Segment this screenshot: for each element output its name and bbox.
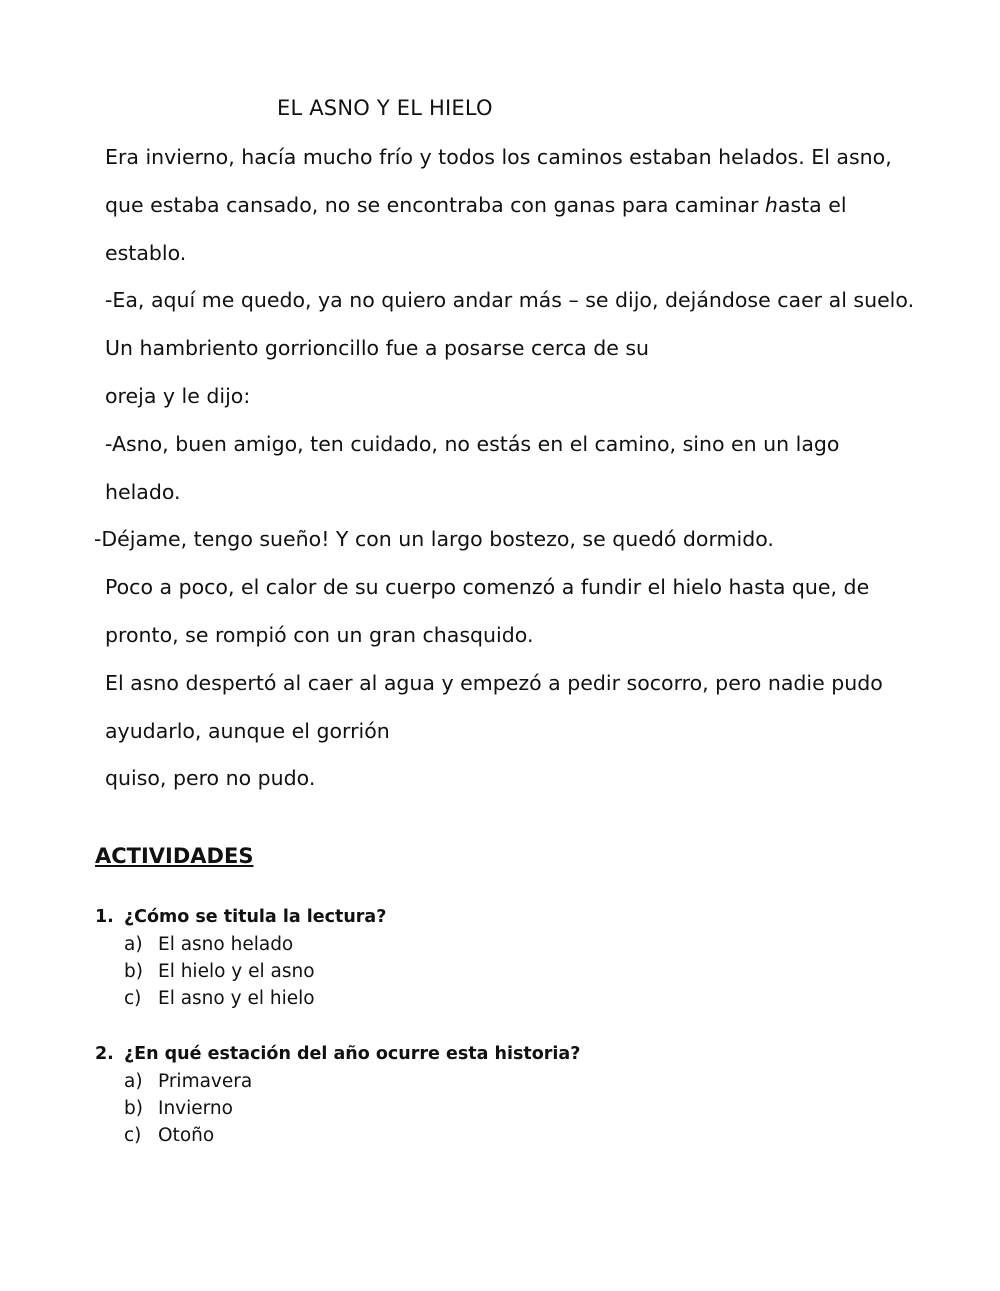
question-text: 1. ¿Cómo se titula la lectura? xyxy=(95,907,387,927)
story-line: oreja y le dijo: xyxy=(105,384,251,408)
story-line: establo. xyxy=(105,241,187,265)
activities-heading: ACTIVIDADES xyxy=(95,844,254,868)
answer-option[interactable]: c) Otoño xyxy=(124,1125,215,1146)
story-line: Poco a poco, el calor de su cuerpo comenzó a fundir el hielo hasta que, de xyxy=(105,575,870,599)
story-line: El asno despertó al caer al agua y empezó a pedir socorro, pero nadie pudo xyxy=(105,671,883,695)
answer-option[interactable]: b) El hielo y el asno xyxy=(124,961,315,982)
story-line: helado. xyxy=(105,480,181,504)
story-line: -Asno, buen amigo, ten cuidado, no estás en el camino, sino en un lago xyxy=(105,432,840,456)
question-text: 2. ¿En qué estación del año ocurre esta historia? xyxy=(95,1044,581,1064)
story-line: -Déjame, tengo sueño! Y con un largo bostezo, se quedó dormido. xyxy=(94,527,774,551)
story-line: Un hambriento gorrioncillo fue a posarse cerca de su xyxy=(105,336,650,360)
answer-option[interactable]: a) Primavera xyxy=(124,1071,253,1092)
answer-option[interactable]: a) El asno helado xyxy=(124,934,294,955)
story-line: -Ea, aquí me quedo, ya no quiero andar más – se dijo, dejándose caer al suelo. xyxy=(105,288,915,312)
story-line: pronto, se rompió con un gran chasquido. xyxy=(105,623,534,647)
story-line: quiso, pero no pudo. xyxy=(105,766,316,790)
answer-option[interactable]: c) El asno y el hielo xyxy=(124,988,315,1009)
story-title: EL ASNO Y EL HIELO xyxy=(277,96,493,120)
story-line: Era invierno, hacía mucho frío y todos los caminos estaban helados. El asno, xyxy=(105,145,892,169)
story-line: ayudarlo, aunque el gorrión xyxy=(105,719,390,743)
story-line: que estaba cansado, no se encontraba con ganas para caminar hasta el xyxy=(105,193,847,217)
answer-option[interactable]: b) Invierno xyxy=(124,1098,233,1119)
